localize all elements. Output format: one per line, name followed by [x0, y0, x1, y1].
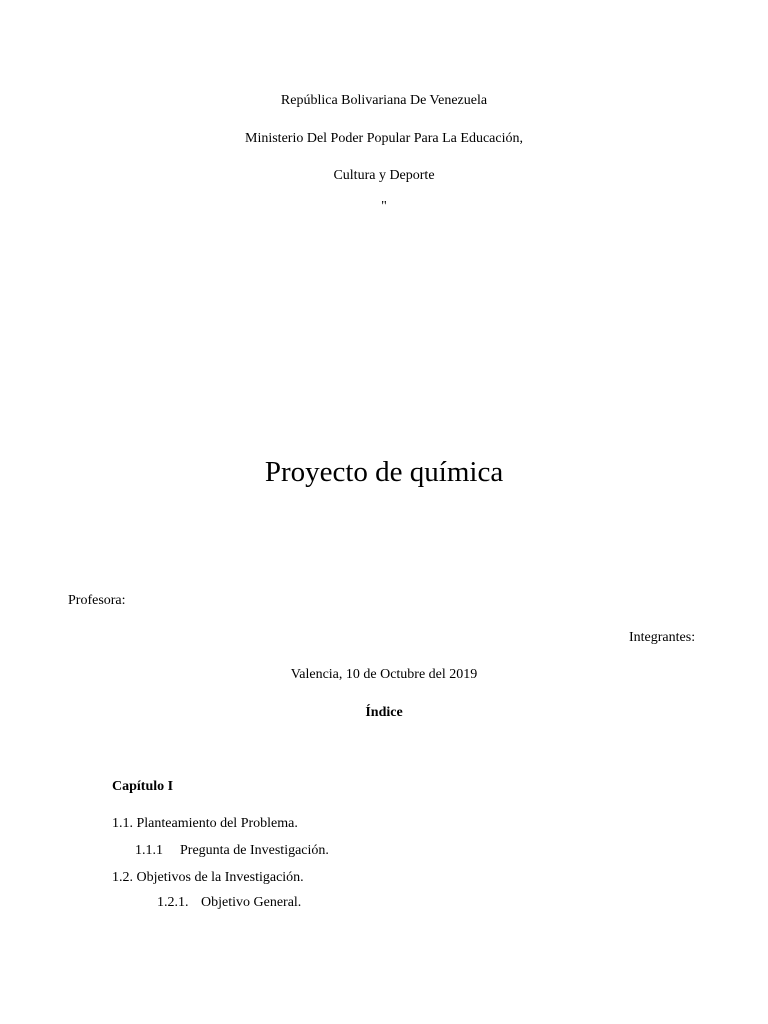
ministry-line: Ministerio Del Poder Popular Para La Educación,: [245, 131, 523, 146]
toc-item-text: Objetivos de la Investigación.: [136, 870, 304, 885]
toc-item-text: Objetivo General.: [201, 895, 302, 910]
toc-item-number: 1.2.1.: [157, 895, 189, 910]
toc-item: [135, 842, 329, 860]
integrantes-label: Integrantes:: [629, 630, 696, 645]
toc-item-number: 1.2.: [112, 870, 133, 885]
toc-item-text: Planteamiento del Problema.: [136, 816, 298, 831]
profesora-label: Profesora:: [68, 593, 126, 608]
toc-item-text: Pregunta de Investigación.: [180, 843, 329, 858]
toc-item-number: 1.1.1: [135, 843, 163, 858]
republic-line: República Bolivariana De Venezuela: [280, 93, 488, 108]
culture-line: Cultura y Deporte: [333, 168, 435, 183]
chapter-heading: Capítulo I: [112, 779, 174, 794]
index-heading: Índice: [365, 705, 403, 720]
place-date: Valencia, 10 de Octubre del 2019: [290, 667, 478, 682]
toc-item-number: 1.1.: [112, 816, 133, 831]
toc-item: [157, 894, 301, 912]
document-title: Proyecto de química: [264, 456, 504, 488]
quote-mark: ": [381, 199, 387, 214]
toc-item: [112, 815, 298, 833]
toc-item: [112, 869, 304, 887]
